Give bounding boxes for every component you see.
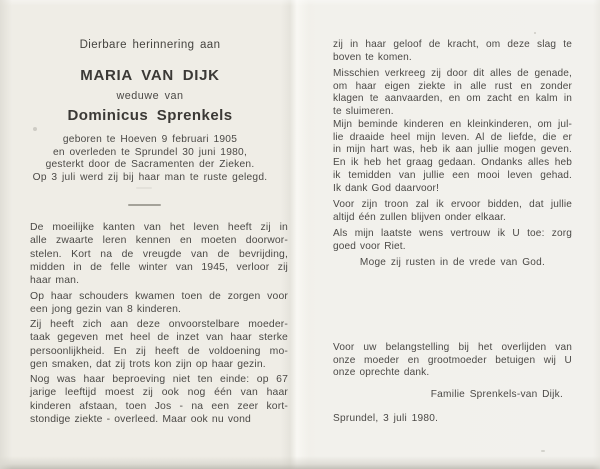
vital-dates-block — [30, 134, 270, 185]
text-line: Voor uw belangstelling bij het overlijden van — [333, 342, 572, 353]
text-line: om haar eigen ziekte in alle rust en zonder — [333, 80, 572, 92]
farewell-paragraph-1 — [333, 119, 572, 195]
acknowledgement-paragraph — [333, 342, 572, 380]
text-line: persoonlijkheid. En zij heeft de voldoening mo- — [30, 345, 288, 357]
text-line: geboren te Hoeven 9 februari 1905 — [62, 134, 238, 145]
text-line: Zij heeft zich aan deze onvoorstelbare moeder- — [30, 319, 288, 330]
text-line: klagen te aanvaarden, en om zacht en kalm in — [333, 93, 572, 105]
text-line: Op haar schouders kwamen toen de zorgen voor — [30, 291, 288, 302]
text-line: Als mijn laatste wens vertrouw ik U toe: zorg — [333, 228, 572, 239]
text-line: lie draaide heel mijn leven. Al de liefde, die er — [333, 131, 572, 143]
memorial-card-right-page — [333, 0, 572, 469]
text-line: Ik dank God daarvoor! — [333, 182, 440, 194]
text-line: gesterkt door de Sacramenten der Zieken. — [45, 159, 255, 171]
text-line: Op 3 juli werd zij bij haar man te ruste gelegd. — [32, 172, 268, 184]
biography-paragraph-4 — [30, 373, 288, 426]
text-line: haar man. — [30, 275, 80, 287]
place-date-line: Sprundel, 3 juli 1980. — [333, 413, 439, 424]
text-line: goed voor Riet. — [333, 240, 406, 252]
biography-paragraph-3 — [30, 318, 288, 371]
text-line: boven te komen. — [333, 51, 412, 63]
text-line: te sluimeren. — [333, 106, 394, 118]
biography-paragraph-6 — [333, 68, 572, 119]
text-line: kinderen afstaan, toen Jos - na een zeer kort- — [30, 400, 288, 412]
text-line: en overleden te Sprundel 30 juni 1980, — [52, 146, 248, 158]
text-line: midden in de felle winter van 1945, verloor zij — [30, 262, 288, 274]
scan-speck — [541, 450, 545, 452]
text-line: stondige ziekte - overleed. Maar ook nu vond — [30, 414, 251, 426]
text-line: alle zwaarte leren kennen en moeten doorwor- — [30, 235, 288, 247]
text-line: Nog was haar beproeving niet ten einde: op 67 — [30, 374, 288, 385]
text-line: jarige leeftijd moest zij ook nog één van haar — [30, 387, 288, 399]
text-line: gen smaken, dat zij trots kon zijn op haar gezin. — [30, 359, 266, 371]
biography-paragraph-5 — [333, 39, 572, 64]
scan-speck — [534, 32, 536, 34]
text-line: Mijn beminde kinderen en kleinkinderen, om jul- — [333, 119, 572, 130]
text-line: onze moeder en grootmoeder betuigen wij U — [333, 354, 572, 366]
text-line: Voor zijn troon zal ik ervoor bidden, dat jullie — [333, 199, 572, 210]
prayer-line: Moge zij rusten in de vrede van God. — [359, 257, 546, 268]
text-line: in mijn hart was, heb ik aan jullie mogen geven. — [333, 144, 572, 156]
deceased-name: MARIA VAN DIJK — [80, 67, 220, 84]
biography-paragraph-2 — [30, 290, 288, 317]
farewell-paragraph-2 — [333, 199, 572, 224]
relation-line: weduwe van — [116, 90, 184, 102]
intro-line: Dierbare herinnering aan — [79, 39, 221, 51]
spouse-name: Dominicus Sprenkels — [67, 107, 233, 124]
scan-smudge — [136, 187, 152, 189]
farewell-paragraph-3 — [333, 228, 572, 253]
text-line: altijd één zullen blijven onder elkaar. — [333, 211, 507, 223]
text-line: onze oprechte dank. — [333, 367, 430, 379]
text-line: Misschien verkreeg zij door dit alles de genade, — [333, 68, 572, 79]
family-signature: Familie Sprenkels-van Dijk. — [430, 389, 563, 400]
text-line: En ik heb het graag gedaan. Ondanks alles heb — [333, 157, 572, 169]
memorial-card-left-page — [30, 0, 288, 469]
text-line: ik temidden van jullie een mooi leven gehad. — [333, 169, 572, 181]
scan-speck — [33, 127, 37, 131]
text-line: De moeilijke kanten van het leven heeft zij in — [30, 222, 288, 233]
text-line: stelen. Kort na de vreugde van de bevrijding, — [30, 248, 288, 260]
section-divider-rule — [128, 204, 161, 206]
text-line: taak gegeven met heel de inzet van haar sterke — [30, 332, 288, 344]
biography-paragraph-1 — [30, 221, 288, 288]
text-line: zij in haar geloof de kracht, om deze slag te — [333, 39, 572, 50]
text-line: een jong gezin van 8 kinderen. — [30, 304, 182, 316]
